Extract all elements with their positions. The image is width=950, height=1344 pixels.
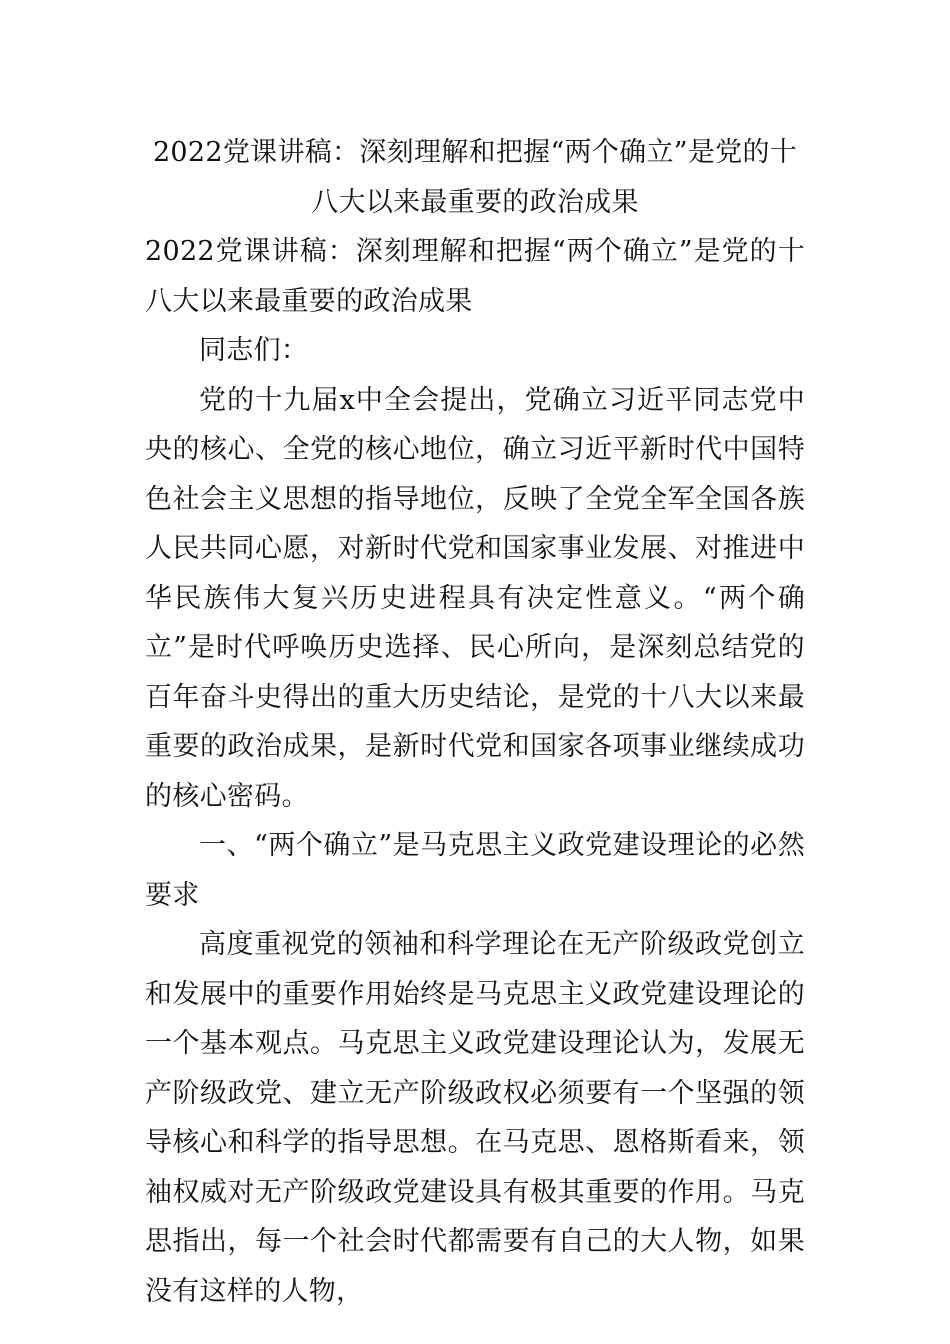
salutation: 同志们： xyxy=(199,335,309,366)
document-title: 2022党课讲稿：深刻理解和把握“两个确立”是党的十八大以来最重要的政治成果 xyxy=(152,137,798,218)
paragraph-intro: 党的十九届x中全会提出，党确立习近平同志党中央的核心、全党的核心地位，确立习近平新时代中国特色社会主义思想的指导地位，反映了全党全军全国各族人民共同心愿，对新时代党和国家事业发展、对推进中华民族伟大复兴历史进程具有决定性意义。“两个确立”是时代呼唤历史选择、民心所向，是深刻总结党的百年奋斗史得出的重大历史结论，是党的十八大以来最重要的政治成果，是新时代党和国家各项事业继续成功的核心密码。 xyxy=(145,384,805,812)
section-heading-1: 一、“两个确立”是马克思主义政党建设理论的必然要求 xyxy=(145,830,805,911)
paragraph-section-1: 高度重视党的领袖和科学理论在无产阶级政党创立和发展中的重要作用始终是马克思主义政党建设理论的一个基本观点。马克思主义政党建设理论认为，发展无产阶级政党、建立无产阶级政权必须要有一个坚强的领导核心和科学的指导思想。在马克思、恩格斯看来，领袖权威对无产阶级政党建设具有极其重要的作用。马克思指出，每一个社会时代都需要有自己的大人物，如果没有这样的人物， xyxy=(145,929,805,1307)
document-subtitle: 2022党课讲稿：深刻理解和把握“两个确立”是党的十八大以来最重要的政治成果 xyxy=(145,236,805,317)
document-body xyxy=(145,128,805,1316)
